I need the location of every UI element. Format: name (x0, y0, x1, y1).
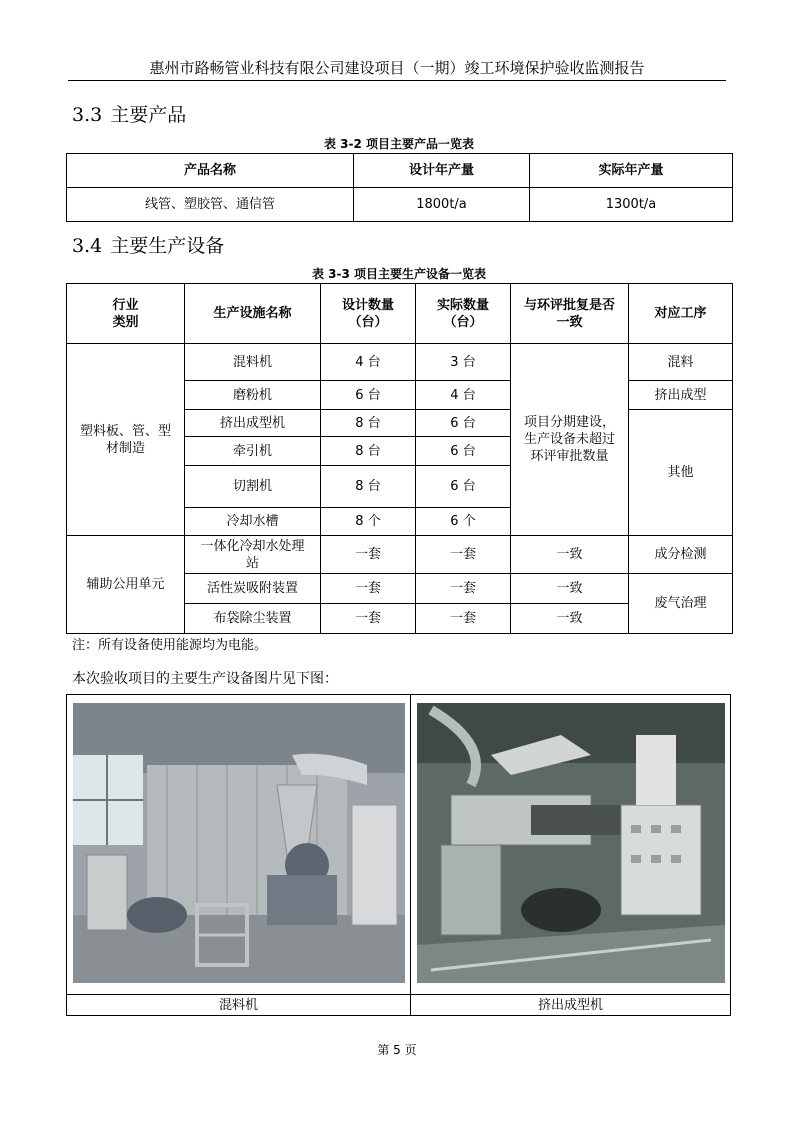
table-cell: 6 台 (321, 381, 416, 410)
table-cell: 混料机 (185, 344, 321, 381)
section-number: 3.3 (72, 104, 103, 126)
section-3-3-heading (72, 100, 186, 127)
section-title: 主要产品 (110, 104, 187, 126)
table-cell: 6 台 (416, 466, 511, 508)
table-cell: 6 台 (416, 437, 511, 466)
table-note: 注：所有设备使用能源均为电能。 (72, 638, 268, 653)
table-cell: 一套 (321, 604, 416, 634)
photo-caption: 挤出成型机 (411, 995, 731, 1016)
table-cell: 切割机 (185, 466, 321, 508)
photos-intro: 本次验收项目的主要生产设备图片见下图： (72, 671, 338, 687)
header-cell: 设计数量 （台） (321, 284, 416, 344)
table-3-2-caption: 表 3-2 项目主要产品一览表 (323, 137, 475, 151)
table-cell: 1800t/a (354, 188, 530, 222)
table-cell: 一致 (511, 536, 629, 574)
table-3-3-caption: 表 3-3 项目主要生产设备一览表 (311, 267, 487, 281)
table-cell: 一套 (416, 536, 511, 574)
eia-cell: 项目分期建设， 生产设备未超过 环评审批数量 (511, 344, 629, 536)
process-cell: 混料 (629, 344, 733, 381)
table-header-row (67, 154, 733, 188)
table-cell: 一套 (416, 604, 511, 634)
table-cell: 一套 (321, 574, 416, 604)
products-table (66, 153, 733, 222)
table-cell: 牵引机 (185, 437, 321, 466)
process-cell: 其他 (629, 410, 733, 536)
section-number: 3.4 (72, 235, 103, 257)
table-cell: 8 个 (321, 508, 416, 536)
photo-row (67, 695, 731, 995)
caption-row (67, 995, 731, 1016)
table-row (67, 536, 733, 574)
table-cell: 活性炭吸附装置 (185, 574, 321, 604)
process-cell: 挤出成型 (629, 381, 733, 410)
header-cell: 行业 类别 (67, 284, 185, 344)
header-cell: 生产设施名称 (185, 284, 321, 344)
table-row (67, 188, 733, 222)
table-cell: 挤出成型机 (185, 410, 321, 437)
table-cell: 一套 (321, 536, 416, 574)
table-cell: 一致 (511, 574, 629, 604)
table-cell: 8 台 (321, 410, 416, 437)
process-cell: 废气治理 (629, 574, 733, 634)
table-cell: 磨粉机 (185, 381, 321, 410)
photo-cell (67, 695, 411, 995)
photo-cell (411, 695, 731, 995)
industry-cell: 辅助公用单元 (67, 536, 185, 634)
mixer-photo (67, 695, 410, 994)
header-cell: 对应工序 (629, 284, 733, 344)
table-cell: 一套 (416, 574, 511, 604)
header-cell: 设计年产量 (354, 154, 530, 188)
table-cell: 8 台 (321, 437, 416, 466)
industry-cell: 塑料板、管、型 材制造 (67, 344, 185, 536)
table-cell: 1300t/a (530, 188, 733, 222)
table-cell: 一致 (511, 604, 629, 634)
table-cell: 线管、塑胶管、通信管 (67, 188, 354, 222)
process-cell: 成分检测 (629, 536, 733, 574)
section-3-4-heading (72, 231, 224, 258)
table-cell: 6 台 (416, 410, 511, 437)
extruder-photo (411, 695, 730, 994)
header-cell: 与环评批复是否 一致 (511, 284, 629, 344)
photo-caption: 混料机 (67, 995, 411, 1016)
table-cell: 4 台 (321, 344, 416, 381)
table-cell: 8 台 (321, 466, 416, 508)
table-cell: 3 台 (416, 344, 511, 381)
table-cell: 6 个 (416, 508, 511, 536)
photo-table (66, 694, 731, 1016)
table-cell: 冷却水槽 (185, 508, 321, 536)
table-cell: 布袋除尘装置 (185, 604, 321, 634)
header-cell: 产品名称 (67, 154, 354, 188)
table-cell: 一体化冷却水处理 站 (185, 536, 321, 574)
table-cell: 4 台 (416, 381, 511, 410)
table-row (67, 344, 733, 381)
table-header-row (67, 284, 733, 344)
report-header: 惠州市路畅管业科技有限公司建设项目（一期）竣工环境保护验收监测报告 (68, 58, 726, 81)
header-cell: 实际数量 （台） (416, 284, 511, 344)
equipment-table (66, 283, 733, 634)
section-title: 主要生产设备 (110, 235, 225, 257)
page-number: 第 5 页 (377, 1043, 417, 1057)
header-cell: 实际年产量 (530, 154, 733, 188)
